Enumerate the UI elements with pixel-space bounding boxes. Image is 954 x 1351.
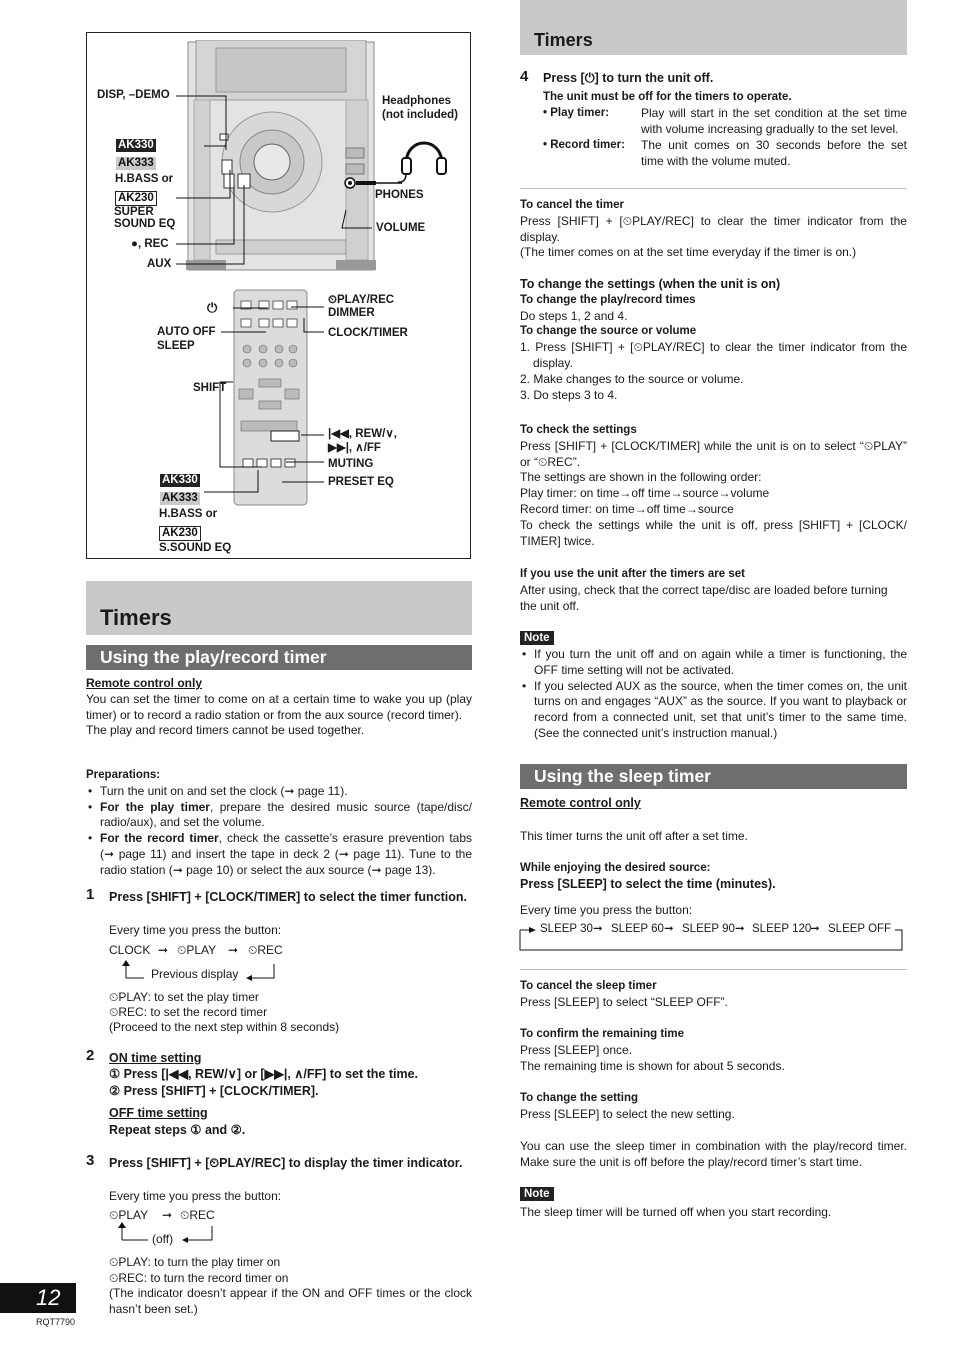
- label-play-rec: ⏲PLAY/REC: [328, 294, 395, 306]
- check-settings-text: Press [SHIFT] + [CLOCK/TIMER] while the unit is on to select “⏲PLAY” or “⏲REC”.: [520, 438, 907, 469]
- cancel-sleep-heading: To cancel the sleep timer: [520, 980, 657, 992]
- label-preset-eq: PRESET EQ: [328, 476, 394, 488]
- model-badge-ak230: AK230: [115, 191, 157, 206]
- after-timers-heading: If you use the unit after the timers are set: [520, 568, 745, 580]
- arrow-icon: ➞: [228, 943, 239, 957]
- change-source-step: 2. Make changes to the source or volume.: [520, 371, 744, 386]
- section-heading-play-record: Using the play/record timer: [86, 645, 472, 670]
- step-1-number: 1: [86, 886, 95, 903]
- confirm-heading: To confirm the remaining time: [520, 1028, 684, 1040]
- step-3-desc: (The indicator doesn’t appear if the ON and OFF times or the clock hasn’t been set.): [109, 1286, 472, 1316]
- step-2b: ② Press [SHIFT] + [CLOCK/TIMER].: [109, 1084, 319, 1098]
- on-time-setting: ON time setting: [109, 1051, 202, 1065]
- arrow-icon: ➞: [593, 923, 603, 935]
- sleep-intro: This timer turns the unit off after a set time.: [520, 829, 748, 843]
- label-hbass-or: H.BASS or: [115, 173, 174, 185]
- check-settings-text: Play timer: on time→off time→source→volume: [520, 486, 770, 501]
- page-number: 12: [36, 1285, 61, 1310]
- step-1-desc: ⏲REC: to set the record timer: [109, 1005, 268, 1019]
- check-settings-text: Record timer: on time→off time→source: [520, 501, 734, 516]
- cycle-play-2: ⏲PLAY: [109, 1208, 149, 1222]
- step-4-instruction: Press [⏻] to turn the unit off.: [543, 71, 714, 85]
- cycle-play: ⏲PLAY: [177, 943, 217, 957]
- intro-paragraph-2: The play and record timers cannot be used together.: [86, 723, 365, 738]
- model-badge-ak230-2: AK230: [159, 526, 201, 541]
- step-3-number: 3: [86, 1152, 95, 1169]
- label-auto-off: AUTO OFF: [157, 326, 216, 338]
- cancel-timer-heading: To cancel the timer: [520, 199, 624, 211]
- note-item: • If you turn the unit off and on again while a timer is functioning, the OFF time setting will not be activated.: [520, 647, 907, 679]
- page-number-box: [0, 1283, 76, 1313]
- change-source-step: 3. Do steps 3 to 4.: [520, 387, 618, 402]
- sleep-option: SLEEP 90: [682, 923, 735, 935]
- sleep-remote-only: Remote control only: [520, 796, 641, 810]
- cancel-sleep-text: Press [SLEEP] to select “SLEEP OFF”.: [520, 994, 728, 1009]
- step-3-desc: ⏲PLAY: to turn the play timer on: [109, 1255, 281, 1269]
- sleep-every: Every time you press the button:: [520, 903, 693, 917]
- model-badge-ak333-2: AK333: [162, 492, 198, 504]
- note-item: • If you selected AUX as the source, when the timer comes on, the unit turns on and engages “AUX” as the source. If you want to playback or record from a connected unit, set that unit’s timer to the same time. (See the connected unit’s instruction manual.): [520, 679, 907, 742]
- sleep-while: While enjoying the desired source:: [520, 862, 711, 874]
- prep-item: • For the record timer, check the cassette’s erasure prevention tabs (➞ page 11) and insert the tape in deck 2 (➞ page 11). Tune to the radio station (➞ page 10) or select the aux source (➞ page 13).: [86, 831, 472, 878]
- cycle-clock: CLOCK: [109, 943, 151, 957]
- confirm-text: The remaining time is shown for about 5 seconds.: [520, 1058, 785, 1073]
- step-4-sub: The unit must be off for the timers to operate.: [543, 91, 792, 103]
- record-timer-desc: The unit comes on 30 seconds before the set time with the volume muted.: [641, 138, 907, 168]
- change-setting-text: Press [SLEEP] to select the new setting.: [520, 1106, 735, 1121]
- label-ff: ▶▶|, ∧/FF: [328, 442, 381, 454]
- arrow-icon: ➞: [664, 923, 674, 935]
- change-source-heading: To change the source or volume: [520, 325, 697, 338]
- prep-item: • Turn the unit on and set the clock (➞ page 11).: [86, 784, 472, 800]
- play-timer-key: • Play timer:: [543, 107, 610, 119]
- step-1-desc: (Proceed to the next step within 8 seconds): [109, 1020, 340, 1034]
- change-source-step: 1. Press [SHIFT] + [⏲PLAY/REC] to clear the timer indicator from the display.: [520, 340, 907, 370]
- model-badge-ak333: AK333: [118, 157, 154, 169]
- label-not-included: (not included): [382, 109, 459, 121]
- label-sleep: SLEEP: [157, 340, 195, 352]
- prep-item: • For the play timer, prepare the desired music source (tape/disc/ radio/aux), and set the volume.: [86, 800, 472, 832]
- divider: [520, 188, 907, 189]
- cancel-timer-text: (The timer comes on at the set time everyday if the timer is on.): [520, 245, 857, 260]
- label-dimmer: DIMMER: [328, 307, 375, 319]
- check-settings-heading: To check the settings: [520, 424, 637, 436]
- model-badge-ak330: AK330: [118, 139, 154, 151]
- combo-text: You can use the sleep timer in combination with the play/record timer. Make sure the unit is off before the play/record timer’s start time.: [520, 1139, 907, 1169]
- confirm-text: Press [SLEEP] once.: [520, 1042, 633, 1057]
- change-setting-heading: To change the setting: [520, 1092, 638, 1104]
- divider: [520, 969, 907, 970]
- label-phones: PHONES: [375, 189, 424, 201]
- label-sound-eq: SOUND EQ: [114, 218, 176, 230]
- step-1-desc: ⏲PLAY: to set the play timer: [109, 990, 259, 1004]
- power-icon: ⏻: [207, 300, 218, 315]
- step-3-desc: ⏲REC: to turn the record timer on: [109, 1271, 289, 1285]
- step-2-repeat: Repeat steps ① and ②.: [109, 1123, 246, 1137]
- document-code: RQT7790: [36, 1317, 76, 1327]
- note-badge: Note: [520, 631, 554, 645]
- sleep-option: SLEEP OFF: [828, 923, 892, 935]
- section-heading-sleep: Using the sleep timer: [520, 764, 907, 789]
- previous-display: Previous display: [151, 967, 239, 981]
- cycle-rec-2: ⏲REC: [180, 1208, 215, 1222]
- step-2-number: 2: [86, 1047, 95, 1064]
- cancel-timer-text: Press [SHIFT] + [⏲PLAY/REC] to clear the timer indicator from the display.: [520, 213, 907, 244]
- sleep-press: Press [SLEEP] to select the time (minutes).: [520, 877, 776, 891]
- record-timer-key: • Record timer:: [543, 139, 625, 151]
- preparations-heading: Preparations:: [86, 769, 161, 781]
- model-badge-ak330-2: AK330: [162, 474, 198, 486]
- cycle-off: (off): [152, 1232, 174, 1246]
- intro-paragraph: You can set the timer to come on at a certain time to wake you up (play timer) or to record a radio station or from the aux source (record timer).: [86, 691, 472, 722]
- arrow-icon: ➞: [162, 1208, 173, 1222]
- note-badge-2: Note: [520, 1187, 554, 1201]
- change-times-text: Do steps 1, 2 and 4.: [520, 308, 628, 323]
- label-muting: MUTING: [328, 458, 374, 470]
- arrow-icon: ➞: [158, 943, 169, 957]
- label-super: SUPER: [114, 206, 154, 218]
- change-settings-heading: To change the settings (when the unit is on): [520, 277, 781, 291]
- check-settings-text: To check the settings while the unit is off, press [SHIFT] + [CLOCK/ TIMER] twice.: [520, 517, 907, 548]
- step-3-instruction: Press [SHIFT] + [⏲PLAY/REC] to display the timer indicator.: [109, 1156, 463, 1170]
- label-clock-timer: CLOCK/TIMER: [328, 327, 408, 339]
- label-rew: |◀◀, REW/∨,: [328, 428, 397, 440]
- page-title: Timers: [100, 605, 172, 630]
- step-4-number: 4: [520, 68, 529, 85]
- right-title: Timers: [534, 30, 593, 50]
- label-rec: ●, REC: [131, 238, 169, 250]
- step-1-every: Every time you press the button:: [109, 923, 282, 937]
- step-3-every: Every time you press the button:: [109, 1189, 282, 1203]
- sleep-option: SLEEP 120: [752, 923, 812, 935]
- note-2-text: The sleep timer will be turned off when you start recording.: [520, 1205, 832, 1219]
- sleep-option: SLEEP 30: [540, 923, 593, 935]
- label-disp-demo: DISP, –DEMO: [97, 89, 170, 101]
- step-2a: ① Press [|◀◀, REW/∨] or [▶▶|, ∧/FF] to set the time.: [109, 1067, 419, 1081]
- step-1-instruction: Press [SHIFT] + [CLOCK/TIMER] to select the timer function.: [109, 890, 468, 904]
- check-settings-text: The settings are shown in the following order:: [520, 470, 762, 485]
- label-headphones: Headphones: [382, 95, 452, 107]
- cycle-rec: ⏲REC: [248, 943, 283, 957]
- right-title-bar: [520, 0, 907, 55]
- remote-only-label: Remote control only: [86, 676, 203, 690]
- label-aux: AUX: [147, 258, 172, 270]
- change-times-heading: To change the play/record times: [520, 293, 696, 306]
- arrow-icon: ➞: [735, 923, 745, 935]
- label-shift: SHIFT: [193, 382, 227, 394]
- off-time-setting: OFF time setting: [109, 1106, 208, 1120]
- label-volume: VOLUME: [376, 222, 426, 234]
- play-timer-desc: Play will start in the set condition at the set time with volume increasing gradually to the set level.: [641, 106, 907, 136]
- arrow-icon: ➞: [810, 923, 820, 935]
- label-hbass-or-2: H.BASS or: [159, 508, 218, 520]
- label-s-sound-eq: S.SOUND EQ: [159, 542, 232, 554]
- sleep-option: SLEEP 60: [611, 923, 664, 935]
- timers-title-bar: [86, 581, 472, 635]
- after-timers-text: After using, check that the correct tape/disc are loaded before turning the unit off.: [520, 582, 888, 613]
